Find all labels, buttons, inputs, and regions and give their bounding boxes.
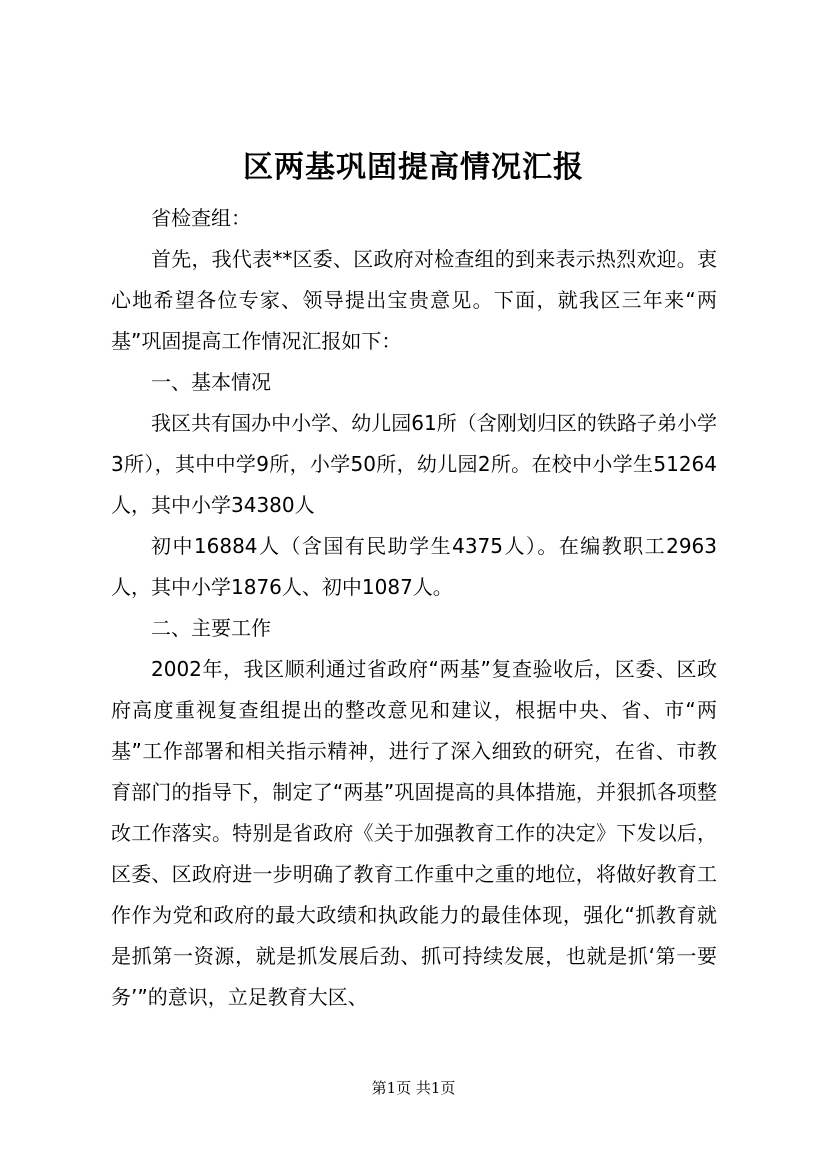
section-heading-work: 二、主要工作: [151, 616, 271, 640]
salutation: 省检查组：: [151, 206, 251, 230]
section-heading-basic: 一、基本情况: [151, 370, 271, 394]
paragraph-basic-2: 初中16884人（含国有民助学生4375人）。在编教职工2963人，其中小学1876人、初中1087人。: [111, 534, 717, 599]
page-footer: 第1页 共1页: [371, 1079, 456, 1097]
document-body: [111, 198, 717, 1018]
paragraph-basic-1: 我区共有国办中小学、幼儿园61所（含刚划归区的铁路子弟小学3所），其中中学9所，小学50所，幼儿园2所。在校中小学生51264人，其中小学34380人: [111, 411, 717, 517]
paragraph-intro: 首先，我代表**区委、区政府对检查组的到来表示热烈欢迎。衷心地希望各位专家、领导提出宝贵意见。下面，就我区三年来“两基”巩固提高工作情况汇报如下：: [111, 247, 717, 353]
paragraph-work: 2002年，我区顺利通过省政府“两基”复查验收后，区委、区政府高度重视复查组提出的整改意见和建议，根据中央、省、市“两基”工作部署和相关指示精神，进行了深入细致的研究，在省、市教育部门的指导下，制定了“两基”巩固提高的具体措施，并狠抓各项整改工作落实。特别是省政府《关于加强教育工作的决定》下发以后，区委、区政府进一步明确了教育工作重中之重的地位，将做好教育工作作为党和政府的最大政绩和执政能力的最佳体现，强化“抓教育就是抓第一资源，就是抓发展后劲、抓可持续发展，也就是抓‘第一要务’”的意识，立足教育大区、: [111, 657, 717, 1009]
document-title: 区两基巩固提高情况汇报: [243, 150, 584, 185]
